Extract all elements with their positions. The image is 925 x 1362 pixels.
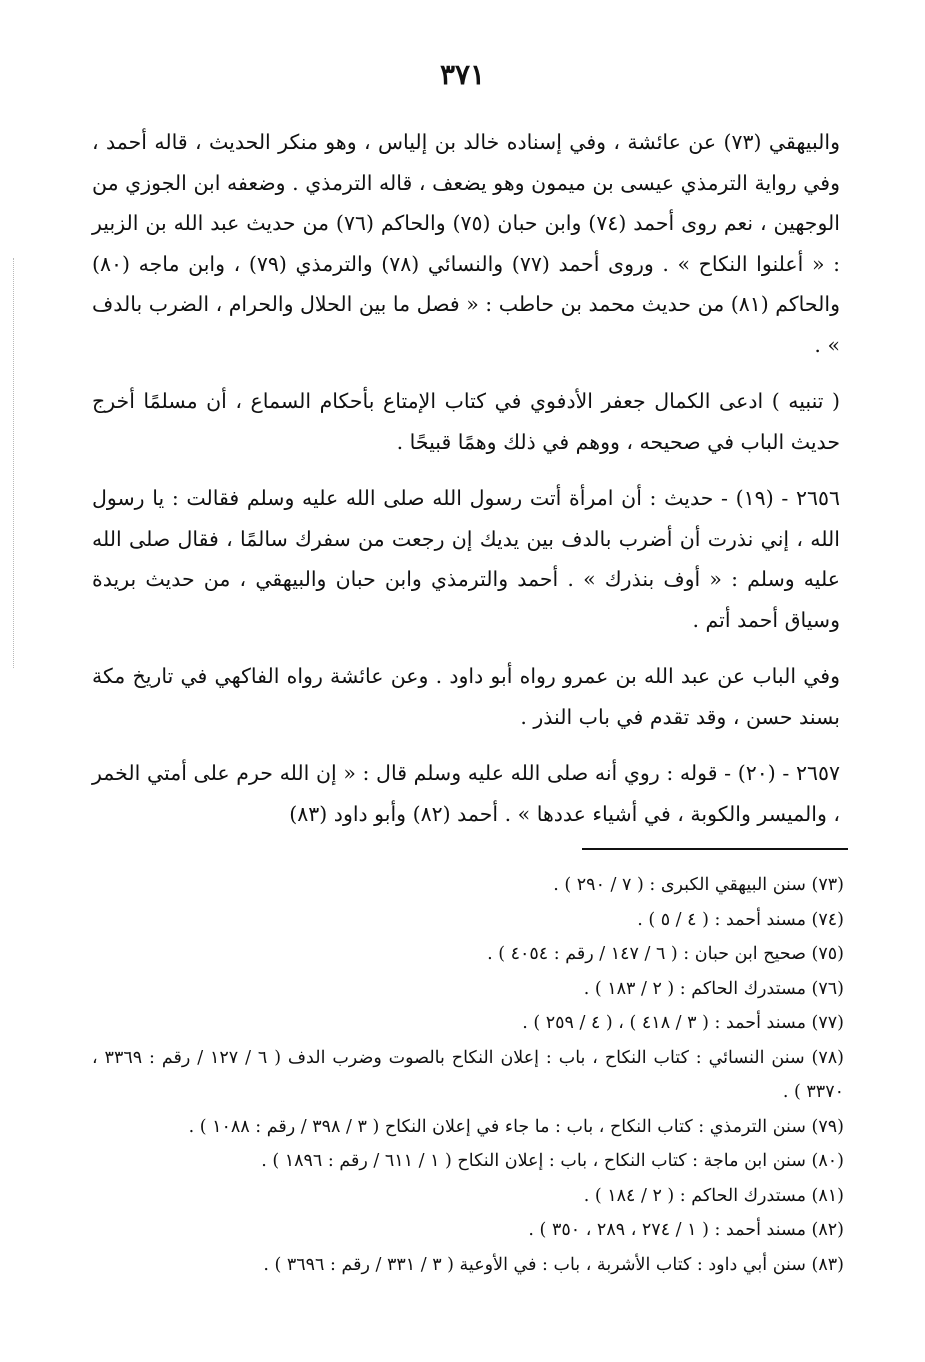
main-text (92, 122, 840, 834)
footnote-74: (٧٤) مسند أحمد : ( ٤ / ٥ ) . (637, 909, 844, 930)
footnote-81: (٨١) مستدرك الحاكم : ( ٢ / ١٨٤ ) . (583, 1185, 844, 1206)
page-number: ٣٧١ (439, 58, 486, 91)
margin-mark (13, 258, 15, 668)
footnote-77: (٧٧) مسند أحمد : ( ٣ / ٤١٨ ) ، ( ٤ / ٢٥٩ ) . (522, 1013, 844, 1033)
footnote-separator (582, 848, 848, 850)
footnote-75: (٧٥) صحيح ابن حبان : ( ٦ / ١٤٧ / رقم : ٤٠٥٤ ) . (487, 944, 844, 964)
hadith-2657: ٢٦٥٧ - (٢٠) - قوله : روي أنه صلى الله عليه وسلم قال : « إن الله حرم على أمتي الخمر ، والميسر والكوبة ، في أشياء عددها » . أحمد (٨٢) وأبو داود (٨٣) (92, 761, 840, 826)
paragraph-tanbih: ( تنبيه ) ادعى الكمال جعفر الأدفوي في كتاب الإمتاع بأحكام السماع ، أن مسلمًا أخرج حديث الباب في صحيحه ، ووهم في ذلك وهمًا قبيحًا . (92, 389, 840, 454)
footnote-82: (٨٢) مسند أحمد : ( ١ / ٢٧٤ ، ٢٨٩ ، ٣٥٠ ) . (528, 1220, 844, 1240)
paragraph-1: والبيهقي (٧٣) عن عائشة ، وفي إسناده خالد بن إلياس ، وهو منكر الحديث ، قاله أحمد ، وفي رواية الترمذي عيسى بن ميمون وهو يضعف ، قاله الترمذي . وضعفه ابن الجوزي من الوجهين ، نعم روى أحمد (٧٤) وابن حبان (٧٥) والحاكم (٧٦) من حديث عبد الله بن الزبير : « أعلنوا النكاح » . وروى أحمد (٧٧) والنسائي (٧٨) والترمذي (٧٩) ، وابن ماجه (٨٠) والحاكم (٨١) من حديث محمد بن حاطب : « فصل ما بين الحلال والحرام ، الضرب بالدف » . (92, 130, 840, 357)
footnote-80: (٨٠) سنن ابن ماجة : كتاب النكاح ، باب : إعلان النكاح ( ١ / ٦١١ / رقم : ١٨٩٦ ) . (261, 1151, 844, 1171)
paragraph-fil-bab: وفي الباب عن عبد الله بن عمرو رواه أبو داود . وعن عائشة رواه الفاكهي في تاريخ مكة بسند حسن ، وقد تقدم في باب النذر . (92, 664, 840, 729)
footnote-78: (٧٨) سنن النسائي : كتاب النكاح ، باب : إعلان النكاح بالصوت وضرب الدف ( ٦ / ١٢٧ / رقم : ٣٣٦٩ ، ٣٣٧٠ ) . (92, 1047, 844, 1102)
hadith-2656: ٢٦٥٦ - (١٩) - حديث : أن امرأة أتت رسول الله صلى الله عليه وسلم فقالت : يا رسول الله ، إني نذرت أن أضرب بالدف بين يديك إن رجعت من سفرك سالمًا ، فقال صلى الله عليه وسلم : « أوف بنذرك » . أحمد والترمذي وابن حبان والبيهقي ، من حديث بريدة وسياق أحمد أتم . (92, 486, 840, 632)
footnote-76: (٧٦) مستدرك الحاكم : ( ٢ / ١٨٣ ) . (583, 978, 844, 999)
footnote-73: (٧٣) سنن البيهقي الكبرى : ( ٧ / ٢٩٠ ) . (553, 875, 844, 895)
footnotes (92, 868, 844, 1282)
footnote-83: (٨٣) سنن أبي داود : كتاب الأشربة ، باب : في الأوعية ( ٣ / ٣٣١ / رقم : ٣٦٩٦ ) . (263, 1254, 844, 1275)
footnote-79: (٧٩) سنن الترمذي : كتاب النكاح ، باب : ما جاء في إعلان النكاح ( ٣ / ٣٩٨ / رقم : ١٠٨٨ ) . (188, 1116, 844, 1137)
